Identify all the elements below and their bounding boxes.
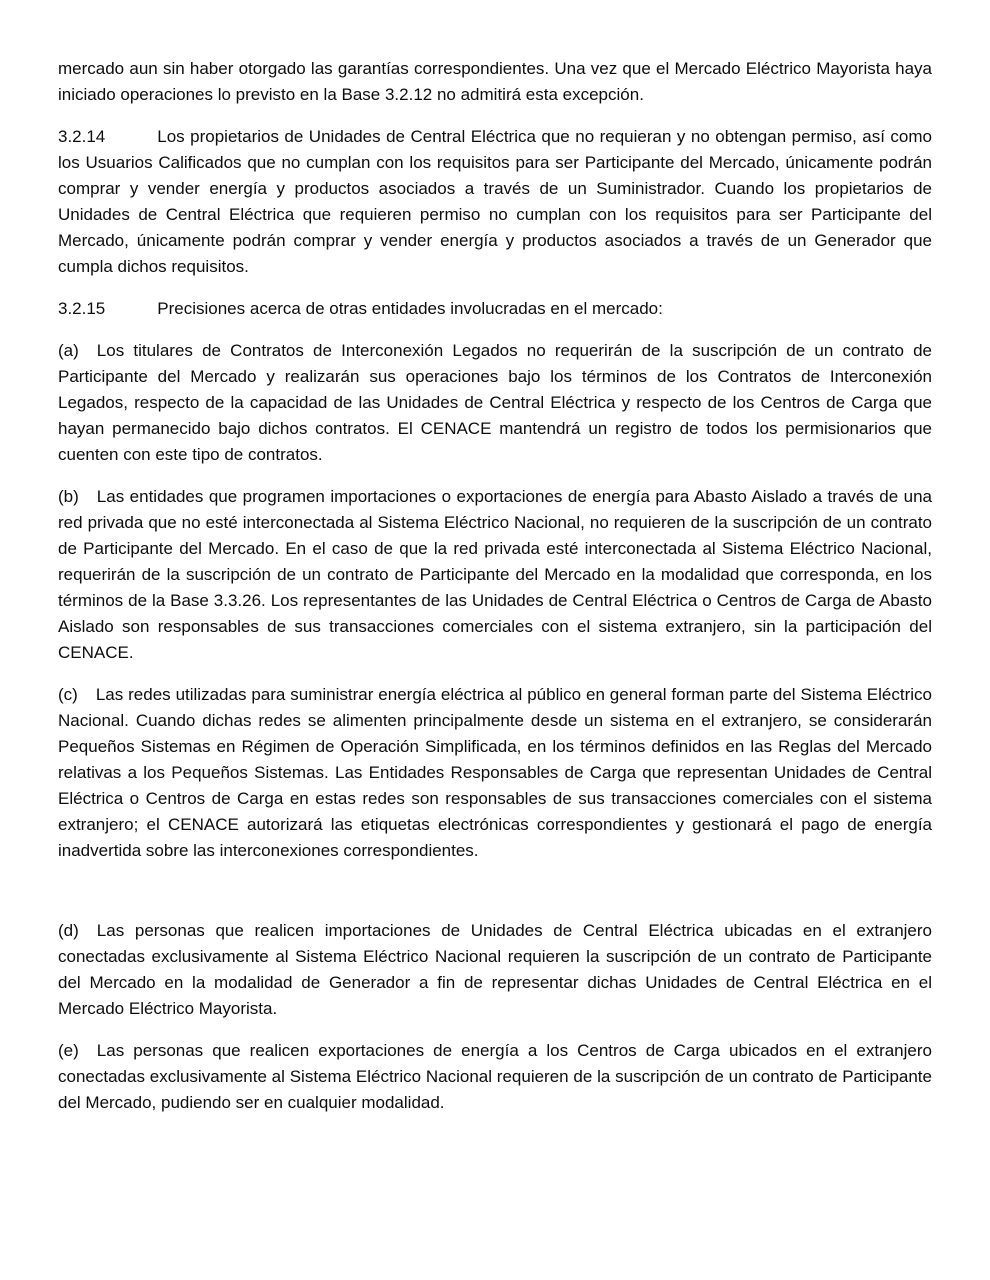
tab-space: [79, 355, 97, 356]
item-c: [58, 682, 932, 864]
tab-space: [105, 141, 157, 142]
paragraph-text: Las redes utilizadas para suministrar energía eléctrica al público en general forman parte del Sistema Eléctrico Nacional. Cuando dichas redes se alimenten principalmente desde un sistema en el extranjero, se considerarán Pequeños Sistemas en Régimen de Operación Simplificada, en los términos definidos en las Reglas del Mercado relativas a los Pequeños Sistemas. Las Entidades Responsables de Carga que representan Unidades de Central Eléctrica o Centros de Carga en estas redes son responsables de sus transacciones comerciales con el sistema extranjero; el CENACE autorizará las etiquetas electrónicas correspondientes y gestionará el pago de energía inadvertida sobre las interconexiones correspondientes.: [58, 685, 932, 860]
tab-space: [79, 935, 97, 936]
tab-space: [105, 313, 157, 314]
paragraph-text: Las entidades que programen importaciones o exportaciones de energía para Abasto Aislado a través de una red privada que no esté interconectada al Sistema Eléctrico Nacional, no requieren de la suscripción de un contrato de Participante del Mercado. En el caso de que la red privada esté interconectada al Sistema Eléctrico Nacional, requerirán de la suscripción de un contrato de Participante del Mercado en la modalidad que corresponda, en los términos de la Base 3.3.26. Los representantes de las Unidades de Central Eléctrica o Centros de Carga de Abasto Aislado son responsables de sus transacciones comerciales con el sistema extranjero, sin la participación del CENACE.: [58, 487, 932, 662]
paragraph-text: Precisiones acerca de otras entidades involucradas en el mercado:: [157, 299, 663, 318]
item-a: [58, 338, 932, 468]
item-letter: (d): [58, 921, 79, 940]
section-3-2-15: [58, 296, 932, 322]
paragraph-text: Las personas que realicen importaciones de Unidades de Central Eléctrica ubicadas en el extranjero conectadas exclusivamente al Sistema Eléctrico Nacional requieren la suscripción de un contrato de Participante del Mercado en la modalidad de Generador a fin de representar dichas Unidades de Central Eléctrica en el Mercado Eléctrico Mayorista.: [58, 921, 932, 1018]
section-number: 3.2.14: [58, 127, 106, 146]
section-number: 3.2.15: [58, 299, 106, 318]
item-letter: (a): [58, 341, 79, 360]
paragraph-text: Los titulares de Contratos de Interconexión Legados no requerirán de la suscripción de un contrato de Participante del Mercado y realizarán sus operaciones bajo los términos de los Contratos de Interconexión Legados, respecto de la capacidad de las Unidades de Central Eléctrica y respecto de los Centros de Carga que hayan permanecido bajo dichos contratos. El CENACE mantendrá un registro de todos los permisionarios que cuenten con este tipo de contratos.: [58, 341, 932, 464]
tab-space: [79, 1055, 97, 1056]
section-3-2-14: [58, 124, 932, 280]
item-e: [58, 1038, 932, 1116]
tab-space: [78, 699, 96, 700]
item-letter: (b): [58, 487, 79, 506]
item-b: [58, 484, 932, 666]
paragraph-text: Los propietarios de Unidades de Central Eléctrica que no requieran y no obtengan permiso, así como los Usuarios Calificados que no cumplan con los requisitos para ser Participante del Mercado, únicamente podrán comprar y vender energía y productos asociados a través de un Suministrador. Cuando los propietarios de Unidades de Central Eléctrica que requieren permiso no cumplan con los requisitos para ser Participante del Mercado, únicamente podrán comprar y vender energía y productos asociados a través de un Generador que cumpla dichos requisitos.: [58, 127, 932, 276]
paragraph-continuation: [58, 56, 932, 108]
item-letter: (e): [58, 1041, 79, 1060]
paragraph-text: mercado aun sin haber otorgado las garantías correspondientes. Una vez que el Mercado Eléctrico Mayorista haya iniciado operaciones lo previsto en la Base 3.2.12 no admitirá esta excepción.: [58, 59, 932, 104]
tab-space: [79, 501, 97, 502]
item-letter: (c): [58, 685, 78, 704]
paragraph-text: Las personas que realicen exportaciones de energía a los Centros de Carga ubicados en el extranjero conectadas exclusivamente al Sistema Eléctrico Nacional requieren de la suscripción de un contrato de Participante del Mercado, pudiendo ser en cualquier modalidad.: [58, 1041, 932, 1112]
item-d: [58, 918, 932, 1022]
blank-space: [58, 880, 932, 918]
